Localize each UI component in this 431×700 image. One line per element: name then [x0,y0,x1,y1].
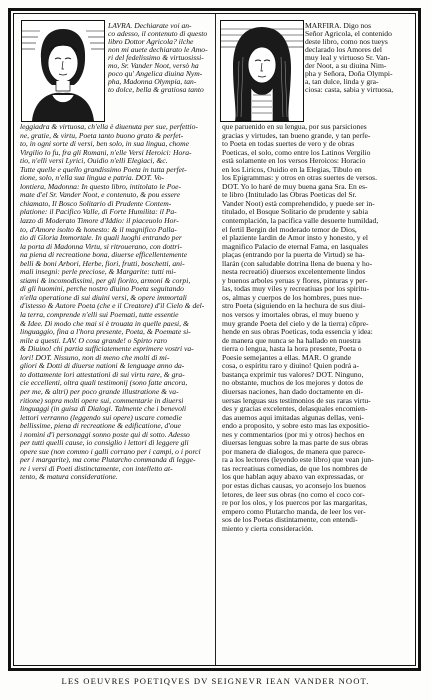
text-line: to dottamente lori attestationi di sui virtu rare, & gra- [20,369,185,379]
right-intro-line: a, tan dulce, linda y gra- [305,77,379,86]
right-intro [305,22,412,94]
text-line: & Diuino! chi partia sufficiatemente esprimere vostri va- [20,344,194,354]
text-line: stiami & incomodissimi, per gli fiorito, armoni & corpi, [20,275,191,285]
text-line: i nomini d'i personaggi sonno poste qui di sotto. Adesso [20,429,190,439]
right-intro-line: deste libro, como nos tueys [305,37,388,46]
text-line: re i versi di Poeti distinctamente, con intelletto at- [20,463,173,473]
text-line: por manera de dialogos, de manera que parece- [222,446,366,456]
text-line: los Epigrammas: y otros en otras suertes de versos. [222,173,378,183]
text-line: letores, de leer sus obras (no como el coco cor- [222,489,365,499]
left-intro-line: pha, Madonna Olympia, tan- [108,77,197,86]
text-line: gliori & Dotti di diuerse nationi & lenguage anno da- [20,361,185,371]
text-line: muy grande Poeta del cielo y de la tierra) cōpre- [222,318,369,328]
text-line: di gli huomini, perche nostro diuino Poeta seguitando [20,284,184,294]
text-line: no obstante, muchos de los mejores y dotos de [222,378,364,388]
text-line: te libro (Intitulado las Obras Poeticas del Sr. [222,190,357,200]
text-line: sos de los Poetas distintamente, con entendi- [222,515,358,525]
right-intro-line: MARFIRA. Digo nos [305,21,372,30]
left-intro-line: mo, Sr. Vander Noot, versò ha [108,61,199,70]
text-line: lettori verranno (leggendo sui opere) uscare comedie [20,412,182,422]
text-line: y buenos arboles yeruas y flores, pinturas y per- [222,275,368,285]
text-line: de manera que nunca se ha hallado en nuestra [222,335,361,345]
left-text-column [20,123,210,482]
left-intro-line: libro Dottor Agricola? ilche [108,37,194,46]
text-line: bellissime, piena di recreatione & edificatione, d'oue [20,421,181,431]
right-intro-line: muy leal y virtuoso Sr. Van- [305,53,391,62]
text-line: linguaggio, fina a l'hora presente, Poeta, & Poemate si- [20,327,191,337]
text-line: das auemos aqui imitadas algunas dellas, veni- [222,412,364,422]
text-line: endo a proposito, y sobre esto mas las expositio- [222,421,370,431]
text-line: cosa, o espíritu raro y diuino! Quien podrá a- [222,361,359,371]
text-line: belli & boni Arbori, Herbe, fiori, frutti, boschetti, ani- [20,258,185,268]
right-intro-line: pha y Señora, Doña Olympi- [305,69,393,78]
text-line: platione: il Pacifico Valle, di Forte Humilita: il Pa- [20,207,177,217]
text-line: mate d'el Sr. Vander Noot, e contenuto, & pou essere [20,190,180,200]
text-line: to Poeta en todas suertes de vero y de obras [222,139,355,149]
right-intro-line: ciosa: casta, sabia y virtuosa, [305,85,394,94]
text-line: tio, n'elli versi Lyrici, Ouidio n'elli Elegiaci, &c. [20,156,168,166]
right-text-column [222,123,412,533]
text-line: plaças (entrando por la puerta de Virtud) se ha- [222,250,365,260]
text-line: hende en sus obras Poeticas, toda essencia y idea: [222,327,373,337]
text-line: opere sue (non commo i galli corrano per i campi, o i porci [20,446,201,456]
text-line: d'istesso & Autore Poeta (che e il Creatore) d'il Cielo & del- [20,301,205,311]
text-line: tio di Gloria Immortale. In quali luoghi entrando per [20,233,182,243]
text-line: lori! DOT. Nissuno, non di meno che molti di mi- [20,352,170,362]
text-line: magnifico Palacio de eternal Fama, en lasquales [222,241,369,251]
text-line: des y gracias excelentes, delasquales encomien- [222,404,368,414]
speaker-laura: LAVRA. [108,21,133,30]
text-line: tento, & matura consideratione. [20,472,118,482]
text-line: linguaggi (in guisa di Dialogi. Talmente che i benevoli [20,404,187,414]
text-line: por estas dichas causas, yo aconsejo los buenos [222,480,366,490]
text-line: to, in ogni sorte di versi, ben solo, in sua lingua, chome [20,139,189,149]
text-line: en los Liricos, Ouidio en la Elegias, Tibulo en [222,164,362,174]
left-intro-line: ri del fedelissimo & virtuosissi- [108,53,204,62]
text-line: per i margarite), ma come Plutarcho commanda di legge- [20,455,196,465]
text-line: tas recreatiuas comedias, de que los nombres de [222,463,368,473]
text-line: na piena di recreatione bona, diuerse efficellentemente [20,250,188,260]
text-line: Virgilio lo fu, fra gli Romani, n'elle Versi Heroici: Hora- [20,147,192,157]
text-line: Tutte quelle e quello grandissimo Poeta in tutta perfet- [20,164,187,174]
text-line: n'ella operatione di sui diuini versi, & opere immortali [20,292,187,302]
text-line: titulado, el Bosque Solitario de prudente y sabia [222,207,368,217]
text-line: diuersas naciones, han dado doctamente en di- [222,386,364,396]
text-line: tierra o lengua, hasta la hora presente, Poeta o [222,344,362,354]
text-line: ritione) sopra molti opere sui, commentarie in diuersi [20,395,184,405]
text-line: chiamato, Il Bosco Solitario di Prudente Contem- [20,198,172,208]
left-intro [108,22,212,94]
text-line: tione, solo, n'ella sua lingua e patria. DOT. Vo- [20,173,165,183]
text-line: el fertil Bergin del moderado temor de Dios, [222,224,357,234]
text-line: per tutti quelli cause, io consiglio i lettori di leggere gli [20,438,189,448]
text-line: stro Poeta (siguiendo en la hechura de sus diui- [222,301,366,311]
text-line: leggiadra & virtuosa, ch'ella è diuenuta per sue, perfettio- [20,122,198,131]
text-line: los que hablan aquy abaxo van expressadas, or [222,472,364,482]
text-line: re por los olos, y los puercos por las margaritas, [222,498,368,508]
right-intro-line: der Noot, a su diuina Nim- [305,61,387,70]
text-line: Vander Noot) està comprehendido, y puede ser in- [222,198,375,208]
left-intro-line: non mi auete dechiarato le Amo- [108,45,208,54]
left-intro-line: LAVRA. Dechiarate voi an- [108,21,192,30]
text-line: per me, & altri) per poco grande illustratione & va- [20,386,179,396]
text-line: nes y commentarios (por mi y otros) hechos en [222,429,365,439]
text-line: mile a questi. LAV. O cosa grande! o Spirto raro [20,335,168,345]
left-intro-line: co adesso, il contenuto di questo [108,29,208,38]
column-divider [215,14,216,665]
left-intro-line: poco qu' Angelica diuina Nym- [108,69,203,78]
text-line: os, almas y cuerpos de los hombres, pues nue- [222,292,363,302]
marfira-portrait-icon [220,20,304,122]
text-line: que paruenido en su lengua, por sus parsiciones [222,122,367,131]
text-line: està solamente en los versos Heroicos: Horacio [222,156,366,166]
text-line: nos versos y imortales obras, el muy bueno y [222,310,359,320]
text-line: to, d'Amore isolto & honesto: & il magnifico Palla- [20,224,177,234]
text-line: la terra, comprende n'elli sui Poemati, tutte essentie [20,310,179,320]
text-line: ra a los lectores (leyendo este libro) que vean jun- [222,455,374,465]
text-line: miento y cierta consideración. [222,523,314,533]
text-line: la porta di Madonna Virtu, si ritrouerano, con dottri- [20,241,183,251]
text-line: lazzo di Moderato Timore d'Iddio: il piaceuolo Hor- [20,216,179,226]
laura-portrait-icon [21,20,105,122]
text-line: diuersas lenguas sobre la mas parte de sus obras [222,438,368,448]
text-line: bastança exprimir tus valores? DOT. Ninguno, [222,369,364,379]
text-line: DOT. Yo lo haré de muy buena gana Sra. En es- [222,181,368,191]
right-intro-line: Señor Agricola, el contenido [305,29,392,38]
text-line: Poesie semejantes a ellas. MAR. O grande [222,352,352,362]
speaker-marfira: MARFIRA. [305,21,342,30]
text-line: Poeticas, el solo, como entre los Latinos Vergilio [222,147,371,157]
text-line: llarán (con saludable dotrina llena de buena y ho- [222,258,373,268]
running-footer: LES OEUVRES POETIQVES DV SEIGNEVR IEAN VANDER NOOT. [61,676,370,686]
text-line: lontiera, Madonna: In questo libro, intitolato le Poe- [20,181,182,191]
text-line: contemplación, la pacifica valle desuerte humildad, [222,216,379,226]
text-line: ne, gratie, & virtu, Poeta tanto buono grato & perfet- [20,130,184,140]
text-line: mali insegni: perle preciose, & Margarite: tutti mi- [20,267,176,277]
text-line: & Idee. Di modo che mai si è trouata in quelle paesi, & [20,318,189,328]
left-intro-line: to dolce, bella & gratiosa tanto [108,85,204,94]
right-intro-line: declarado los Amores del [305,45,382,54]
text-line: nesta recreatió) diuersos excelentemente lindos [222,267,366,277]
text-line: cie eccellenti, oltra quali testimonij (sono fatte ancora, [20,378,188,388]
text-line: empero como Plutarcho manda, de leer los ver- [222,506,366,516]
text-line: gracias y virtudes, tan bueno grande, y tan perfe- [222,130,371,140]
text-line: uersas lenguas sus testimonios de sus raras virtu- [222,395,371,405]
text-line: las, todas muy viles y recreatiuas por los spiritu- [222,284,369,294]
text-line: el plaziente Iardin de Amor insto y honesto, y el [222,233,368,243]
